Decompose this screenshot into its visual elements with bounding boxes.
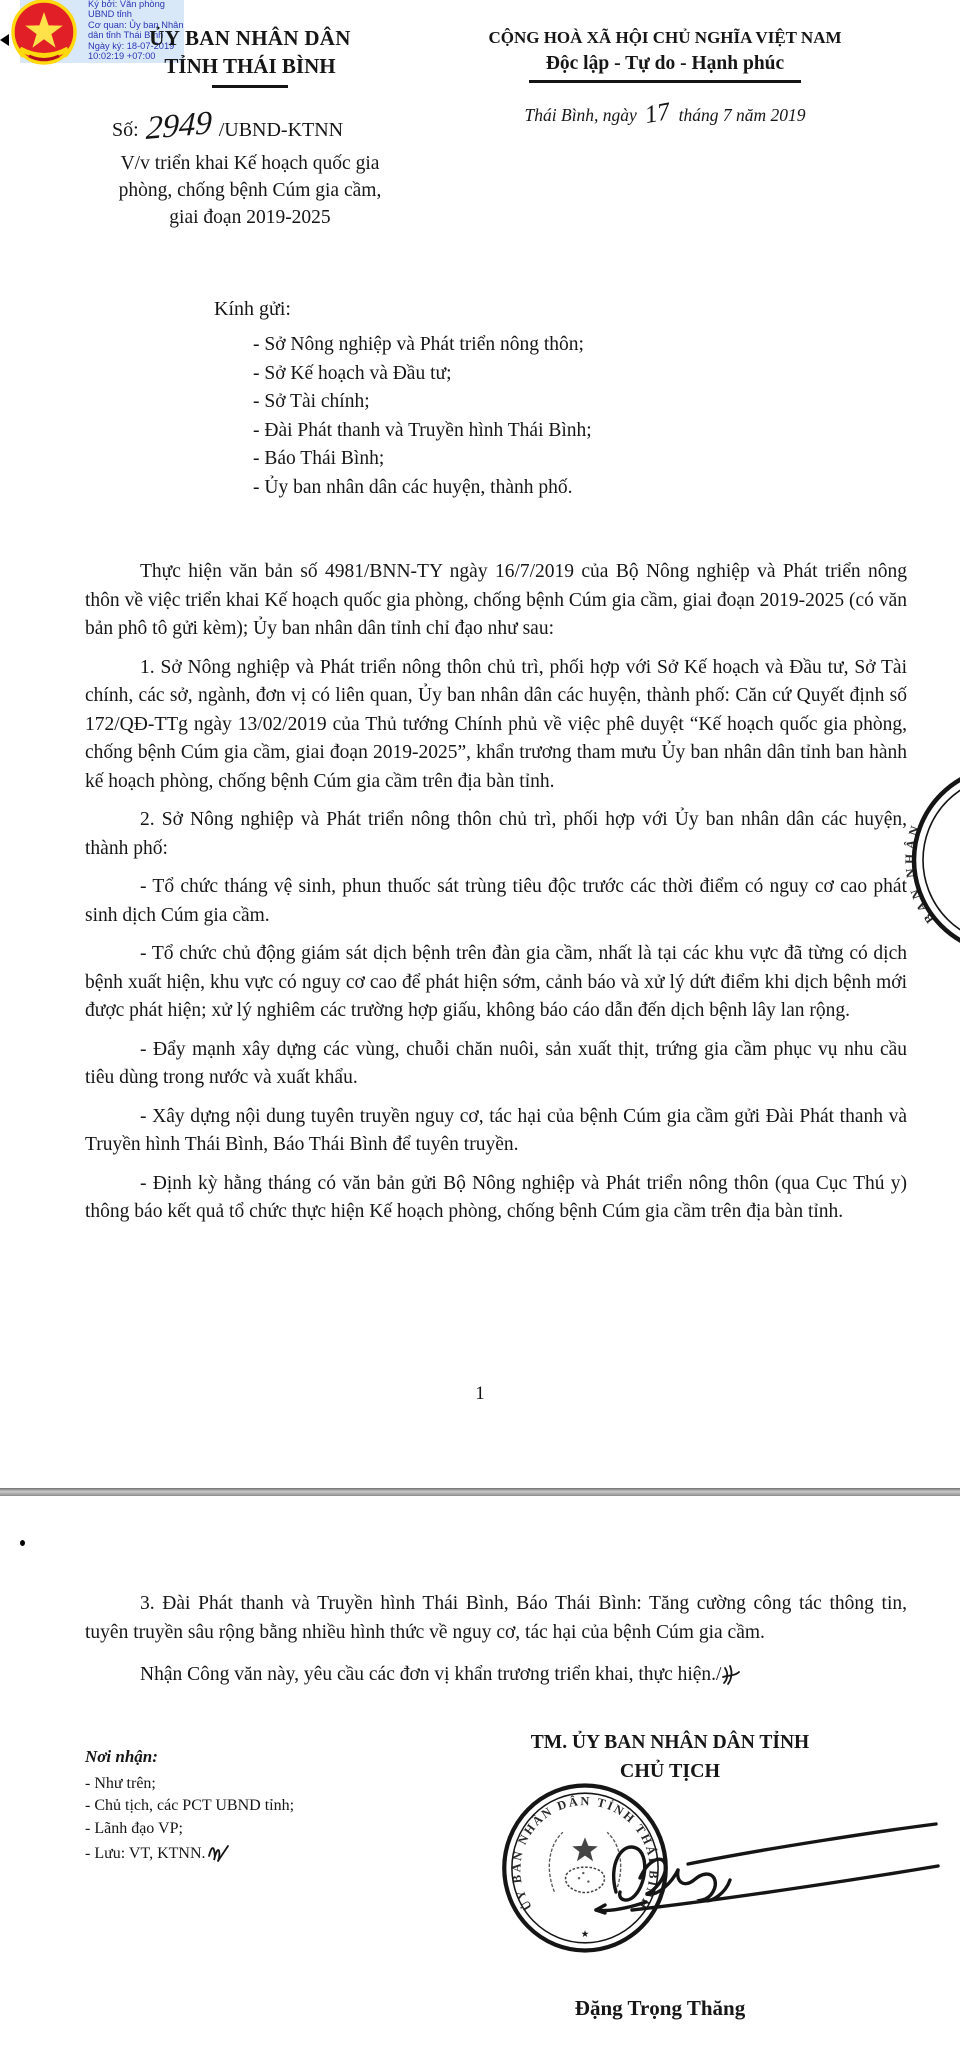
recipient-item: - Báo Thái Bình; — [253, 448, 385, 469]
svg-text:BAN NHÂN — [902, 820, 938, 926]
recipients-label: Kính gửi: — [214, 298, 291, 320]
recipient-item: - Sở Kế hoạch và Đầu tư; — [253, 362, 452, 384]
body-paragraph: - Định kỳ hằng tháng có văn bản gửi Bộ Nông nghiệp và Phát triển nông thôn (qua Cục Thú y) thông báo kết quả tổ chức thực hiện Kế hoạch phòng, chống bệnh Cúm gia cầm trên địa bàn tỉnh. — [85, 1172, 907, 1222]
on-behalf-line: TM. ỦY BAN NHÂN DÂN TỈNH — [530, 1732, 810, 1753]
body-paragraph: 2. Sở Nông nghiệp và Phát triển nông thôn chủ trì, phối hợp với Ủy ban nhân dân các huyện, thành phố: — [85, 809, 907, 859]
seal-separator-star: ★ — [580, 1929, 590, 1940]
body-paragraph: 3. Đài Phát thanh và Truyền hình Thái Bình, Báo Thái Bình: Tăng cường công tác thông tin, tuyên truyền sâu rộng bằng nhiều hình thức về nguy cơ, tác hại của bệnh Cúm gia cầm. — [85, 1593, 907, 1643]
recipient-item: - Sở Nông nghiệp và Phát triển nông thôn; — [253, 334, 584, 355]
header-rule — [529, 80, 801, 83]
distribution-item: - Lãnh đạo VP; — [85, 1819, 183, 1837]
subject-line: V/v triển khai Kế hoạch quốc gia — [120, 153, 380, 174]
body-paragraph: - Tổ chức tháng vệ sinh, phun thuốc sát trùng tiêu độc trước các thời điểm có nguy cơ cao phát sinh dịch Cúm gia cầm. — [85, 876, 907, 926]
page-2 — [0, 1496, 960, 2071]
closing-text: Nhận Công văn này, yêu cầu các đơn vị khẩn trương triển khai, thực hiện./ — [140, 1664, 722, 1685]
seal-arc-text: BAN NHÂN — [901, 820, 938, 927]
signing-authority-block — [470, 1732, 870, 1783]
body-paragraph: - Xây dựng nội dung tuyên truyền nguy cơ, tác hại của bệnh Cúm gia cầm gửi Đài Phát thanh và Truyền hình Thái Bình, Báo Thái Bình để tuyên truyền. — [85, 1105, 907, 1155]
signer-title: CHỦ TỊCH — [619, 1760, 721, 1782]
seal-arc-text: ỦY BAN NHÂN DÂN TỈNH THÁI BÌNH — [509, 1794, 661, 1914]
document-number — [112, 104, 344, 148]
distribution-item: - Như trên; — [85, 1775, 156, 1792]
authority-name-line1: ỦY BAN NHÂN DÂN — [149, 26, 351, 50]
signer-name: Đặng Trọng Thăng — [574, 1996, 746, 2020]
closing-paragraph — [85, 1661, 907, 1690]
subject-line: giai đoạn 2019-2025 — [169, 207, 331, 228]
national-motto-line1: CỘNG HOÀ XÃ HỘI CHỦ NGHĨA VIỆT NAM — [488, 28, 842, 47]
signature-line: UBND tỉnh — [88, 9, 132, 20]
handwritten-number: 2949 — [144, 104, 213, 148]
body-text-page2 — [85, 1590, 907, 1700]
document-subject — [70, 150, 430, 231]
signature-line: Ngày ký: 18-07-2019 — [88, 40, 175, 51]
body-paragraph: - Đẩy mạnh xây dựng các vùng, chuỗi chăn nuôi, sản xuất thịt, trứng gia cầm phục vụ nhu cầu tiêu dùng trong nước và xuất khẩu. — [85, 1038, 907, 1088]
distribution-item: - Chủ tịch, các PCT UBND tỉnh; — [85, 1797, 295, 1815]
date-suffix: tháng 7 năm 2019 — [678, 104, 806, 125]
handwritten-signature — [588, 1814, 948, 1939]
number-prefix: Số: — [112, 119, 139, 141]
body-paragraph: Thực hiện văn bản số 4981/BNN-TY ngày 16/7/2019 của Bộ Nông nghiệp và Phát triển nông thôn về việc triển khai Kế hoạch quốc gia phòng, chống bệnh Cúm gia cầm, giai đoạn 2019-2025 (có văn bản phô tô gửi kèm); Ủy ban nhân dân tỉnh chỉ đạo như sau: — [85, 561, 907, 639]
signature-line: dân tỉnh Thái Bình — [88, 30, 164, 41]
header-rule — [212, 85, 288, 88]
body-paragraph: 1. Sở Nông nghiệp và Phát triển nông thôn chủ trì, phối hợp với Sở Kế hoạch và Đầu tư, Sở Tài chính, các sở, ngành, đơn vị có liên quan, Ủy ban nhân dân các huyện, thành phố: Căn cứ Quyết định số 172/QĐ-TTg ngày 13/02/2019 của Thủ tướng Chính phủ về việc phê duyệt “Kế hoạch quốc gia phòng, chống bệnh Cúm gia cầm, giai đoạn 2019-2025”, khẩn trương tham mưu Ủy ban nhân dân tỉnh ban hành kế hoạch phòng, chống bệnh Cúm gia cầm trên địa bàn tỉnh. — [85, 656, 907, 792]
national-motto-line2: Độc lập - Tự do - Hạnh phúc — [545, 53, 785, 74]
signature-line: Ký bởi: Văn phòng — [88, 0, 165, 9]
distribution-item-text: - Lưu: VT, KTNN. — [85, 1844, 206, 1862]
subject-line: phòng, chống bệnh Cúm gia cầm, — [118, 180, 382, 201]
handwritten-flourish — [721, 1664, 741, 1686]
distribution-items — [85, 1773, 294, 1865]
edge-official-seal — [897, 762, 960, 958]
recipients-list — [253, 331, 592, 502]
distribution-label: Nơi nhận: — [85, 1747, 158, 1766]
recipient-item: - Ủy ban nhân dân các huyện, thành phố. — [253, 476, 573, 498]
recipient-item: - Đài Phát thanh và Truyền hình Thái Bình; — [253, 419, 592, 441]
recipient-item: - Sở Tài chính; — [253, 391, 370, 412]
date-line — [420, 97, 910, 129]
body-paragraph: - Tổ chức chủ động giám sát dịch bệnh trên đàn gia cầm, nhất là tại các khu vực đã từng có dịch bệnh xuất hiện, khu vực có nguy cơ cao để phát hiện sớm, cảnh báo và xử lý dứt điểm khi dịch bệnh mới được phát hiện; xử lý nghiêm các trường hợp giấu, không báo cáo dẫn đến dịch bệnh lây lan rộng. — [85, 943, 907, 1021]
signature-line: Cơ quan: Ủy ban Nhân — [88, 19, 184, 30]
authority-name-line2: TỈNH THÁI BÌNH — [164, 54, 336, 78]
body-text — [85, 558, 907, 1237]
distribution-list — [85, 1747, 294, 1865]
issuing-authority-header — [70, 26, 430, 88]
number-suffix: /UBND-KTNN — [218, 119, 344, 141]
scan-artifact-dot — [20, 1540, 25, 1546]
handwritten-day: 17 — [642, 97, 673, 129]
signature-line: 10:02:19 +07:00 — [88, 51, 156, 62]
page-number: 1 — [475, 1383, 485, 1404]
national-header — [420, 28, 910, 128]
handwritten-initial — [206, 1840, 232, 1864]
distribution-item — [85, 1840, 294, 1865]
page-separator — [0, 1488, 960, 1496]
date-prefix: Thái Bình, ngày — [524, 104, 637, 125]
